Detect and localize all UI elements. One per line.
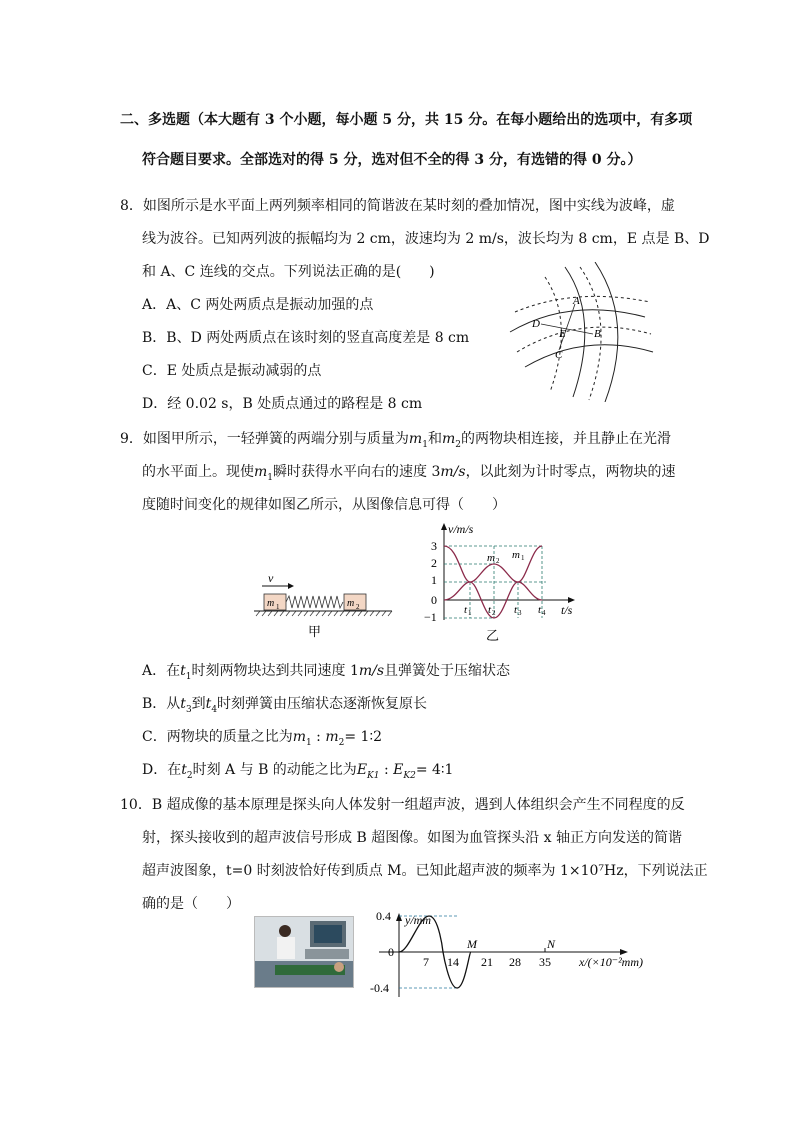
label-a: A — [573, 295, 580, 307]
q9-option-c: C．两物块的质量之比为$m_1$ : $m_2=$ 1∶2 — [142, 729, 383, 748]
q10-stem-line2: 射，探头接收到的超声波信号形成 B 超图像。如图为血管探头沿 x 轴正方向发送的简谐 — [142, 830, 682, 846]
q10-stem-text1: B 超成像的基本原理是探头向人体发射一组超声波，遇到人体组织会产生不同程度的反 — [151, 797, 685, 813]
label-e: E — [559, 328, 566, 340]
yi-xtick-t1-sub: 1 — [468, 609, 472, 617]
ultrasound-photo — [254, 916, 354, 988]
yi-xtick-t3-sub: 3 — [518, 609, 522, 617]
label-c: C — [555, 349, 563, 361]
q8-option-a: A．A、C 两处两质点是振动加强的点 — [142, 297, 374, 313]
block-m2-sub: 2 — [356, 603, 360, 611]
q8-option-d: D．经 0.02 s，B 处质点通过的路程是 8 cm — [142, 396, 423, 412]
q9-a-t1-sub: 1 — [185, 671, 192, 682]
q10-xtick-35: 35 — [539, 955, 551, 969]
block-m1-sub: 1 — [276, 603, 280, 611]
q9-a-unit: m/s — [358, 663, 385, 679]
q9-stem2-b: 瞬时获得水平向右的速度 3 — [273, 464, 441, 480]
q9-a-1: A．在 — [142, 663, 181, 679]
q8-stem-line2: 线为波谷。已知两列波的振幅均为 2 cm，波速均为 2 m/s，波长均为 8 cm，E 点是 B、D — [142, 231, 710, 247]
label-d: D — [532, 318, 540, 330]
q9-figure-yi — [420, 520, 590, 645]
q8-stem-text1: 如图所示是水平面上两列频率相同的简谐波在某时刻的叠加情况，图中实线为波峰，虚 — [142, 198, 675, 214]
yi-xtick-t4-sub: 4 — [542, 609, 546, 617]
line-ac — [559, 304, 575, 350]
q9-a-3: 且弹簧处于压缩状态 — [384, 663, 511, 679]
q9-stem-line1 — [120, 429, 671, 455]
q10-stem-line4: 确的是（ ） — [142, 896, 240, 912]
yi-xtick-t4: t — [538, 604, 542, 616]
jia-caption: 甲 — [308, 624, 322, 639]
q10-stem-line1 — [120, 795, 685, 815]
crest-arc-top-1 — [510, 310, 645, 332]
q10-xtick-21: 21 — [481, 955, 493, 969]
jia-v-label: v — [268, 571, 274, 585]
block-m1-label: m — [267, 598, 275, 609]
q10-wave-graph — [365, 912, 665, 1002]
velocity-arrowhead — [288, 583, 294, 589]
yi-caption: 乙 — [486, 628, 500, 643]
q9-d-3: = 4∶1 — [415, 762, 454, 778]
q9-stem2-a: 的水平面上。现使 — [142, 464, 254, 480]
q9-figure-jia — [250, 570, 400, 645]
crest-arc-top-2 — [525, 345, 653, 367]
q8-number: 8． — [120, 198, 143, 214]
yi-xtick-t2-sub: 2 — [492, 609, 496, 617]
q9-stem1-c: 的两物块相连接，并且静止在光滑 — [460, 431, 671, 447]
yi-xlabel: t/s — [561, 603, 573, 617]
yi-xtick-t2: t — [488, 604, 492, 616]
q9-b-2: 到 — [191, 696, 206, 712]
q9-c-1: C．两物块的质量之比为 — [142, 729, 293, 745]
q9-b-1: B．从 — [142, 696, 181, 712]
yi-ytick-2: 2 — [431, 556, 437, 570]
yi-ytick-0: 0 — [431, 593, 437, 607]
q10-xtick-28: 28 — [509, 955, 521, 969]
yi-ytick-1: 1 — [431, 573, 437, 587]
q9-stem1-b: 和 — [427, 431, 442, 447]
yi-label-m2-sub: 2 — [496, 557, 500, 565]
yi-ytick-neg1: −1 — [424, 610, 437, 624]
q9-stem-line2 — [142, 462, 676, 488]
q9-m1: m — [408, 431, 423, 447]
yi-guides — [444, 546, 546, 618]
block-m2-label: m — [347, 598, 355, 609]
q10-point-n: N — [547, 937, 556, 951]
q9-option-b: B．从$t_3$到$t_4$时刻弹簧由压缩状态逐渐恢复原长 — [142, 696, 428, 715]
q9-d-1: D．在 — [142, 762, 182, 778]
q8-stem-line1 — [120, 196, 675, 216]
label-b: B — [594, 328, 601, 340]
q8-option-c: C．E 处质点是振动减弱的点 — [142, 363, 322, 379]
q10-xtick-7: 7 — [423, 955, 429, 969]
q9-a-2: 时刻两物块达到共同速度 1 — [191, 663, 359, 679]
q10-stem-line3: 超声波图象，t=0 时刻波恰好传到质点 M。已知此超声波的频率为 1×10⁷Hz，下列说法正 — [142, 863, 708, 879]
q10-ytick-neg: -0.4 — [370, 981, 389, 995]
yi-label-m1: m — [512, 549, 520, 561]
section-heading-line1: 二、多选题（本大题有 3 个小题，每小题 5 分，共 15 分。在每小题给出的选项中，有多项 — [120, 112, 693, 128]
yi-ytick-3: 3 — [431, 539, 437, 553]
yi-xtick-t1: t — [464, 604, 468, 616]
q9-option-d: D．在$t_2$时刻 A 与 B 的动能之比为$E_{K1}$ : $E_{K2}=$ 4∶1 — [142, 762, 454, 781]
q9-number: 9． — [120, 431, 143, 447]
q9-c-2: = 1∶2 — [344, 729, 383, 745]
q9-m1-b: m — [254, 464, 268, 480]
yi-xtick-t3: t — [514, 604, 518, 616]
q8-interference-figure — [505, 262, 655, 402]
q10-y-arrow — [396, 913, 402, 921]
q9-m2: m — [441, 431, 456, 447]
q10-point-m: M — [467, 937, 477, 951]
q10-xtick-14: 14 — [447, 955, 459, 969]
q9-stem-line3: 度随时间变化的规律如图乙所示，从图像信息可得（ ） — [142, 497, 506, 513]
q9-m1-sub: 1 — [422, 439, 428, 450]
yi-label-m2: m — [487, 552, 495, 564]
q9-option-a: A．在$t_1$时刻两物块达到共同速度 1m/s且弹簧处于压缩状态 — [142, 663, 511, 682]
q9-stem1-a: 如图甲所示，一轻弹簧的两端分别与质量为 — [142, 431, 409, 447]
yi-ylabel: v/m/s — [448, 522, 474, 536]
ground-hatch — [256, 611, 392, 616]
q9-m1-sub-b: 1 — [267, 472, 274, 483]
q9-unit: m/s — [440, 464, 466, 480]
spring — [286, 596, 343, 608]
q10-ytick-0: 0 — [388, 945, 394, 959]
q9-m2-sub: 2 — [455, 439, 461, 450]
q10-number: 10． — [120, 797, 152, 813]
q9-stem2-c: ，以此刻为计时零点，两物块的速 — [465, 464, 676, 480]
q8-stem-line3: 和 A、C 连线的交点。下列说法正确的是( ) — [142, 264, 435, 280]
yi-label-m1-sub: 1 — [521, 554, 525, 562]
q10-ylabel: y/mm — [405, 913, 431, 927]
q8-option-b: B．B、D 两处两质点在该时刻的竖直高度差是 8 cm — [142, 330, 470, 346]
q10-ytick-pos: 0.4 — [376, 912, 391, 923]
ultrasound-photo-illustration — [255, 917, 353, 987]
q9-b-3: 时刻弹簧由压缩状态逐渐恢复原长 — [217, 696, 428, 712]
yi-y-arrow — [441, 523, 447, 530]
q10-xlabel: x/(×10⁻²mm) — [579, 955, 644, 969]
q9-d-2: 时刻 A 与 B 的动能之比为 — [192, 762, 357, 778]
section-heading-line2: 符合题目要求。全部选对的得 5 分，选对但不全的得 3 分，有选错的得 0 分。） — [142, 152, 642, 168]
